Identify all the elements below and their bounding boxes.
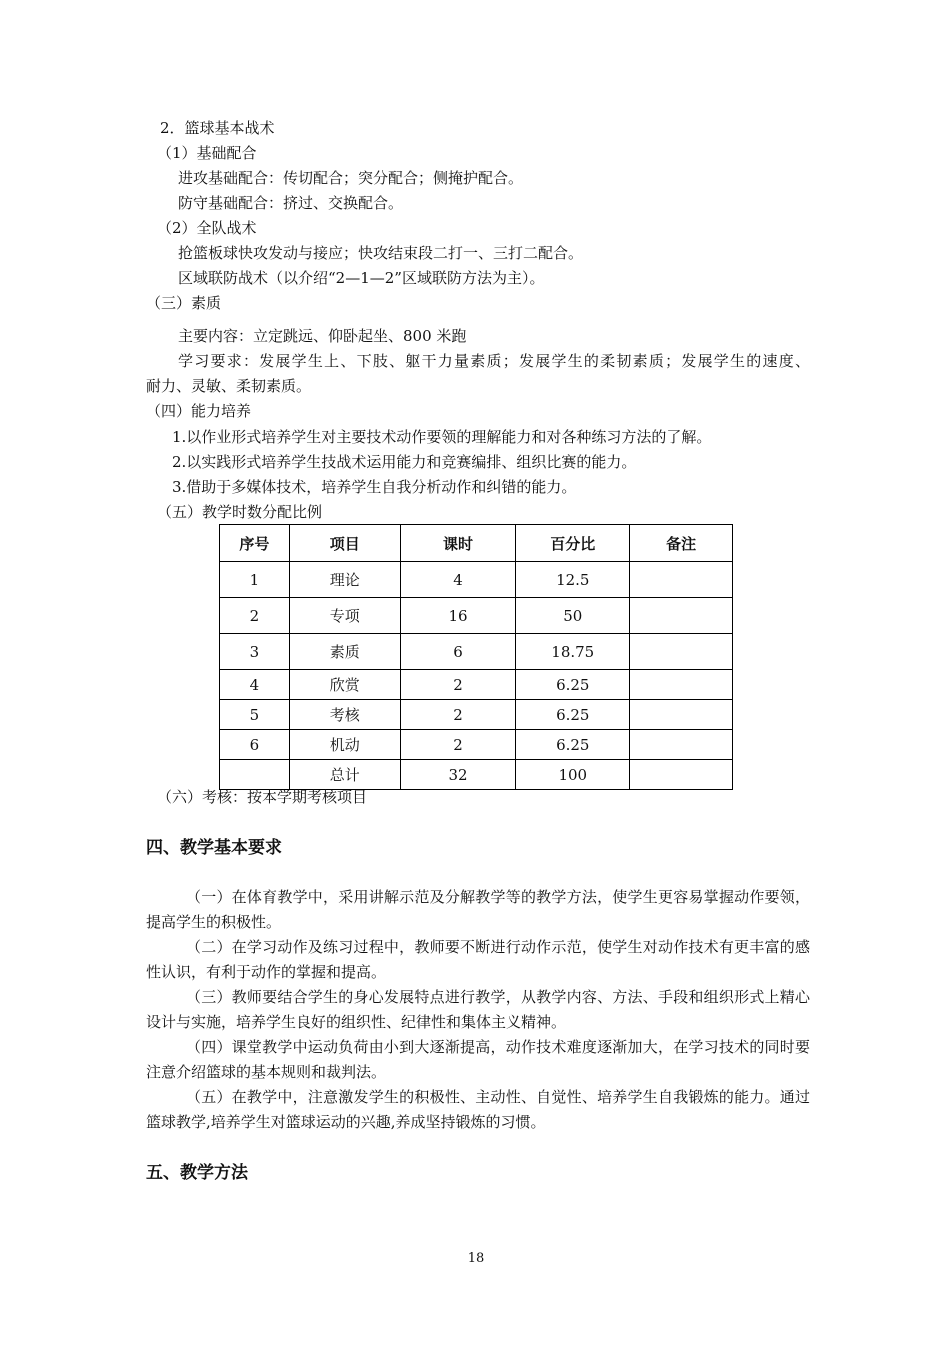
cell-percent: 12.5 — [516, 562, 630, 598]
cell-percent: 50 — [516, 598, 630, 634]
cell-index: 3 — [220, 634, 290, 670]
cell-hours: 4 — [400, 562, 516, 598]
requirement-paragraph-2: （二）在学习动作及练习过程中，教师要不断进行动作示范，使学生对动作技术有更丰富的感性认识，有利于动作的掌握和提高。 — [146, 938, 810, 981]
cell-percent: 6.25 — [516, 670, 630, 700]
cell-notes — [630, 562, 733, 598]
cell-hours: 2 — [400, 700, 516, 730]
fast-break-line: 抢篮板球快攻发动与接应；快攻结束段二打一、三打二配合。 — [178, 244, 584, 262]
cell-index — [220, 760, 290, 790]
table-title: （五）教学时数分配比例 — [157, 503, 323, 521]
cell-item: 考核 — [289, 700, 400, 730]
page-number: 18 — [467, 1251, 485, 1266]
section-5-heading: 五、教学方法 — [146, 1163, 248, 1183]
hours-allocation-table — [219, 524, 733, 790]
cell-item: 素质 — [289, 634, 400, 670]
cell-notes — [630, 634, 733, 670]
cell-index: 4 — [220, 670, 290, 700]
quality-requirement-line-2: 耐力、灵敏、柔韧素质。 — [146, 377, 312, 395]
cell-percent: 6.25 — [516, 700, 630, 730]
ability-item-1: 1.以作业形式培养学生对主要技术动作要领的理解能力和对各种练习方法的了解。 — [172, 428, 712, 446]
cell-index: 1 — [220, 562, 290, 598]
cell-notes — [630, 598, 733, 634]
cell-item: 专项 — [289, 598, 400, 634]
table-header-row — [220, 525, 733, 562]
quality-requirement-line-1: 学习要求：发展学生上、下肢、躯干力量素质；发展学生的柔韧素质；发展学生的速度、 — [178, 352, 810, 370]
cell-hours: 2 — [400, 730, 516, 760]
table-row — [220, 562, 733, 598]
section-2-title: 2．篮球基本战术 — [160, 119, 275, 137]
requirement-paragraph-4: （四）课堂教学中运动负荷由小到大逐渐提高，动作技术难度逐渐加大，在学习技术的同时要注意介绍篮球的基本规则和裁判法。 — [146, 1038, 810, 1081]
cell-hours: 6 — [400, 634, 516, 670]
quality-content: 主要内容：立定跳远、仰卧起坐、800 米跑 — [178, 327, 467, 345]
table-row — [220, 700, 733, 730]
table-row — [220, 634, 733, 670]
subsection-1-title: （1）基础配合 — [157, 144, 257, 162]
table-row — [220, 670, 733, 700]
subsection-2-title: （2）全队战术 — [157, 219, 257, 237]
cell-notes — [630, 670, 733, 700]
requirement-paragraph-1: （一）在体育教学中，采用讲解示范及分解教学等的教学方法，使学生更容易掌握动作要领，提高学生的积极性。 — [146, 888, 810, 931]
header-item: 项目 — [289, 525, 400, 562]
section-4-heading: 四、教学基本要求 — [146, 838, 282, 858]
cell-notes — [630, 730, 733, 760]
requirement-paragraph-5: （五）在教学中，注意激发学生的积极性、主动性、自觉性、培养学生自我锻炼的能力。通过篮球教学,培养学生对篮球运动的兴趣,养成坚持锻炼的习惯。 — [146, 1088, 810, 1131]
table-row — [220, 598, 733, 634]
offense-coordination-line: 进攻基础配合：传切配合；突分配合；侧掩护配合。 — [178, 169, 524, 187]
cell-notes — [630, 700, 733, 730]
header-notes: 备注 — [630, 525, 733, 562]
header-hours: 课时 — [400, 525, 516, 562]
cell-percent: 100 — [516, 760, 630, 790]
ability-title: （四）能力培养 — [146, 402, 252, 420]
requirement-paragraph-3: （三）教师要结合学生的身心发展特点进行教学，从教学内容、方法、手段和组织形式上精心设计与实施，培养学生良好的组织性、纪律性和集体主义精神。 — [146, 988, 810, 1031]
cell-item: 机动 — [289, 730, 400, 760]
table-row — [220, 730, 733, 760]
cell-hours: 32 — [400, 760, 516, 790]
cell-hours: 2 — [400, 670, 516, 700]
cell-notes — [630, 760, 733, 790]
quality-title: （三）素质 — [146, 294, 222, 312]
exam-line: （六）考核：按本学期考核项目 — [157, 788, 368, 806]
cell-index: 2 — [220, 598, 290, 634]
cell-index: 6 — [220, 730, 290, 760]
cell-percent: 18.75 — [516, 634, 630, 670]
cell-index: 5 — [220, 700, 290, 730]
ability-item-3: 3.借助于多媒体技术，培养学生自我分析动作和纠错的能力。 — [172, 478, 577, 496]
cell-percent: 6.25 — [516, 730, 630, 760]
zone-defense-line: 区域联防战术（以介绍“2—1—2”区域联防方法为主）。 — [178, 269, 545, 287]
ability-item-2: 2.以实践形式培养学生技战术运用能力和竞赛编排、组织比赛的能力。 — [172, 453, 637, 471]
cell-item: 理论 — [289, 562, 400, 598]
header-index: 序号 — [220, 525, 290, 562]
cell-hours: 16 — [400, 598, 516, 634]
cell-item: 欣赏 — [289, 670, 400, 700]
table-total-row — [220, 760, 733, 790]
defense-coordination-line: 防守基础配合：挤过、交换配合。 — [178, 194, 404, 212]
header-percent: 百分比 — [516, 525, 630, 562]
cell-item: 总计 — [289, 760, 400, 790]
